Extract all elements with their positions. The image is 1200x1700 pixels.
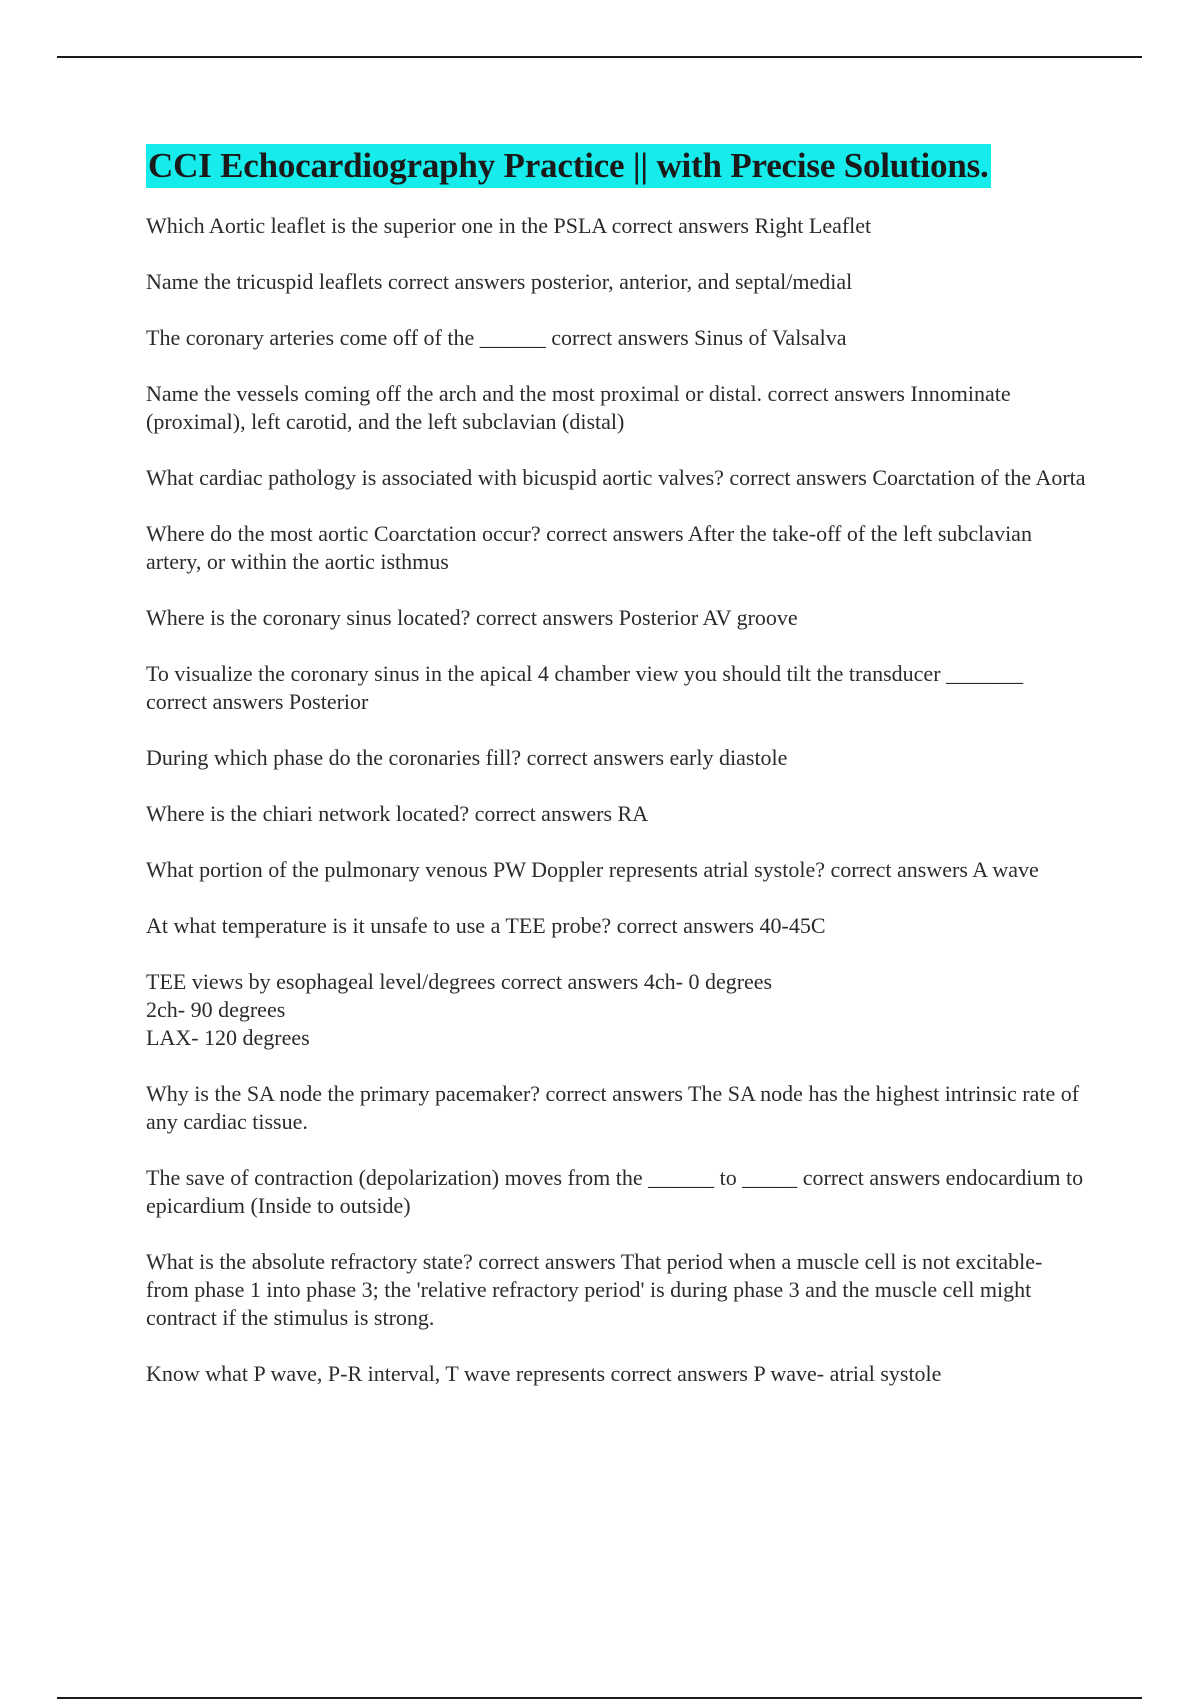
qa-item: TEE views by esophageal level/degrees correct answers 4ch- 0 degrees 2ch- 90 degrees LAX- 120 degrees: [146, 969, 773, 1050]
qa-item: To visualize the coronary sinus in the apical 4 chamber view you should tilt the transducer _______ correct answers Posterior: [146, 661, 1024, 714]
qa-item: Know what P wave, P-R interval, T wave represents correct answers P wave- atrial systole: [146, 1361, 942, 1386]
bottom-rule: [57, 1697, 1142, 1699]
qa-item: What cardiac pathology is associated with bicuspid aortic valves? correct answers Coarctation of the Aorta: [146, 465, 1086, 490]
qa-item: The save of contraction (depolarization) moves from the ______ to _____ correct answers endocardium to epicardium (Inside to outside): [146, 1165, 1084, 1218]
qa-item: The coronary arteries come off of the ______ correct answers Sinus of Valsalva: [146, 325, 847, 350]
qa-item: Where do the most aortic Coarctation occur? correct answers After the take-off of the left subclavian artery, or within the aortic isthmus: [146, 521, 1032, 574]
top-rule: [57, 56, 1142, 58]
qa-item: Name the vessels coming off the arch and the most proximal or distal. correct answers Innominate (proximal), left carotid, and the left subclavian (distal): [146, 381, 1011, 434]
qa-item: Name the tricuspid leaflets correct answers posterior, anterior, and septal/medial: [146, 269, 853, 294]
qa-item: What portion of the pulmonary venous PW Doppler represents atrial systole? correct answers A wave: [146, 857, 1039, 882]
qa-item: At what temperature is it unsafe to use a TEE probe? correct answers 40-45C: [146, 913, 826, 938]
qa-list: [146, 212, 1086, 1388]
qa-item: What is the absolute refractory state? correct answers That period when a muscle cell is not excitable- from phase 1 into phase 3; the 'relative refractory period' is during phase 3 and the muscle cell might contract if the stimulus is strong.: [146, 1249, 1043, 1330]
qa-item: During which phase do the coronaries fill? correct answers early diastole: [146, 745, 788, 770]
qa-item: Where is the coronary sinus located? correct answers Posterior AV groove: [146, 605, 798, 630]
qa-item: Which Aortic leaflet is the superior one in the PSLA correct answers Right Leaflet: [146, 213, 872, 238]
qa-item: Where is the chiari network located? correct answers RA: [146, 801, 649, 826]
document-body: [146, 144, 1086, 1416]
qa-item: Why is the SA node the primary pacemaker? correct answers The SA node has the highest intrinsic rate of any cardiac tissue.: [146, 1081, 1080, 1134]
document-title: CCI Echocardiography Practice || with Precise Solutions.: [146, 144, 991, 188]
